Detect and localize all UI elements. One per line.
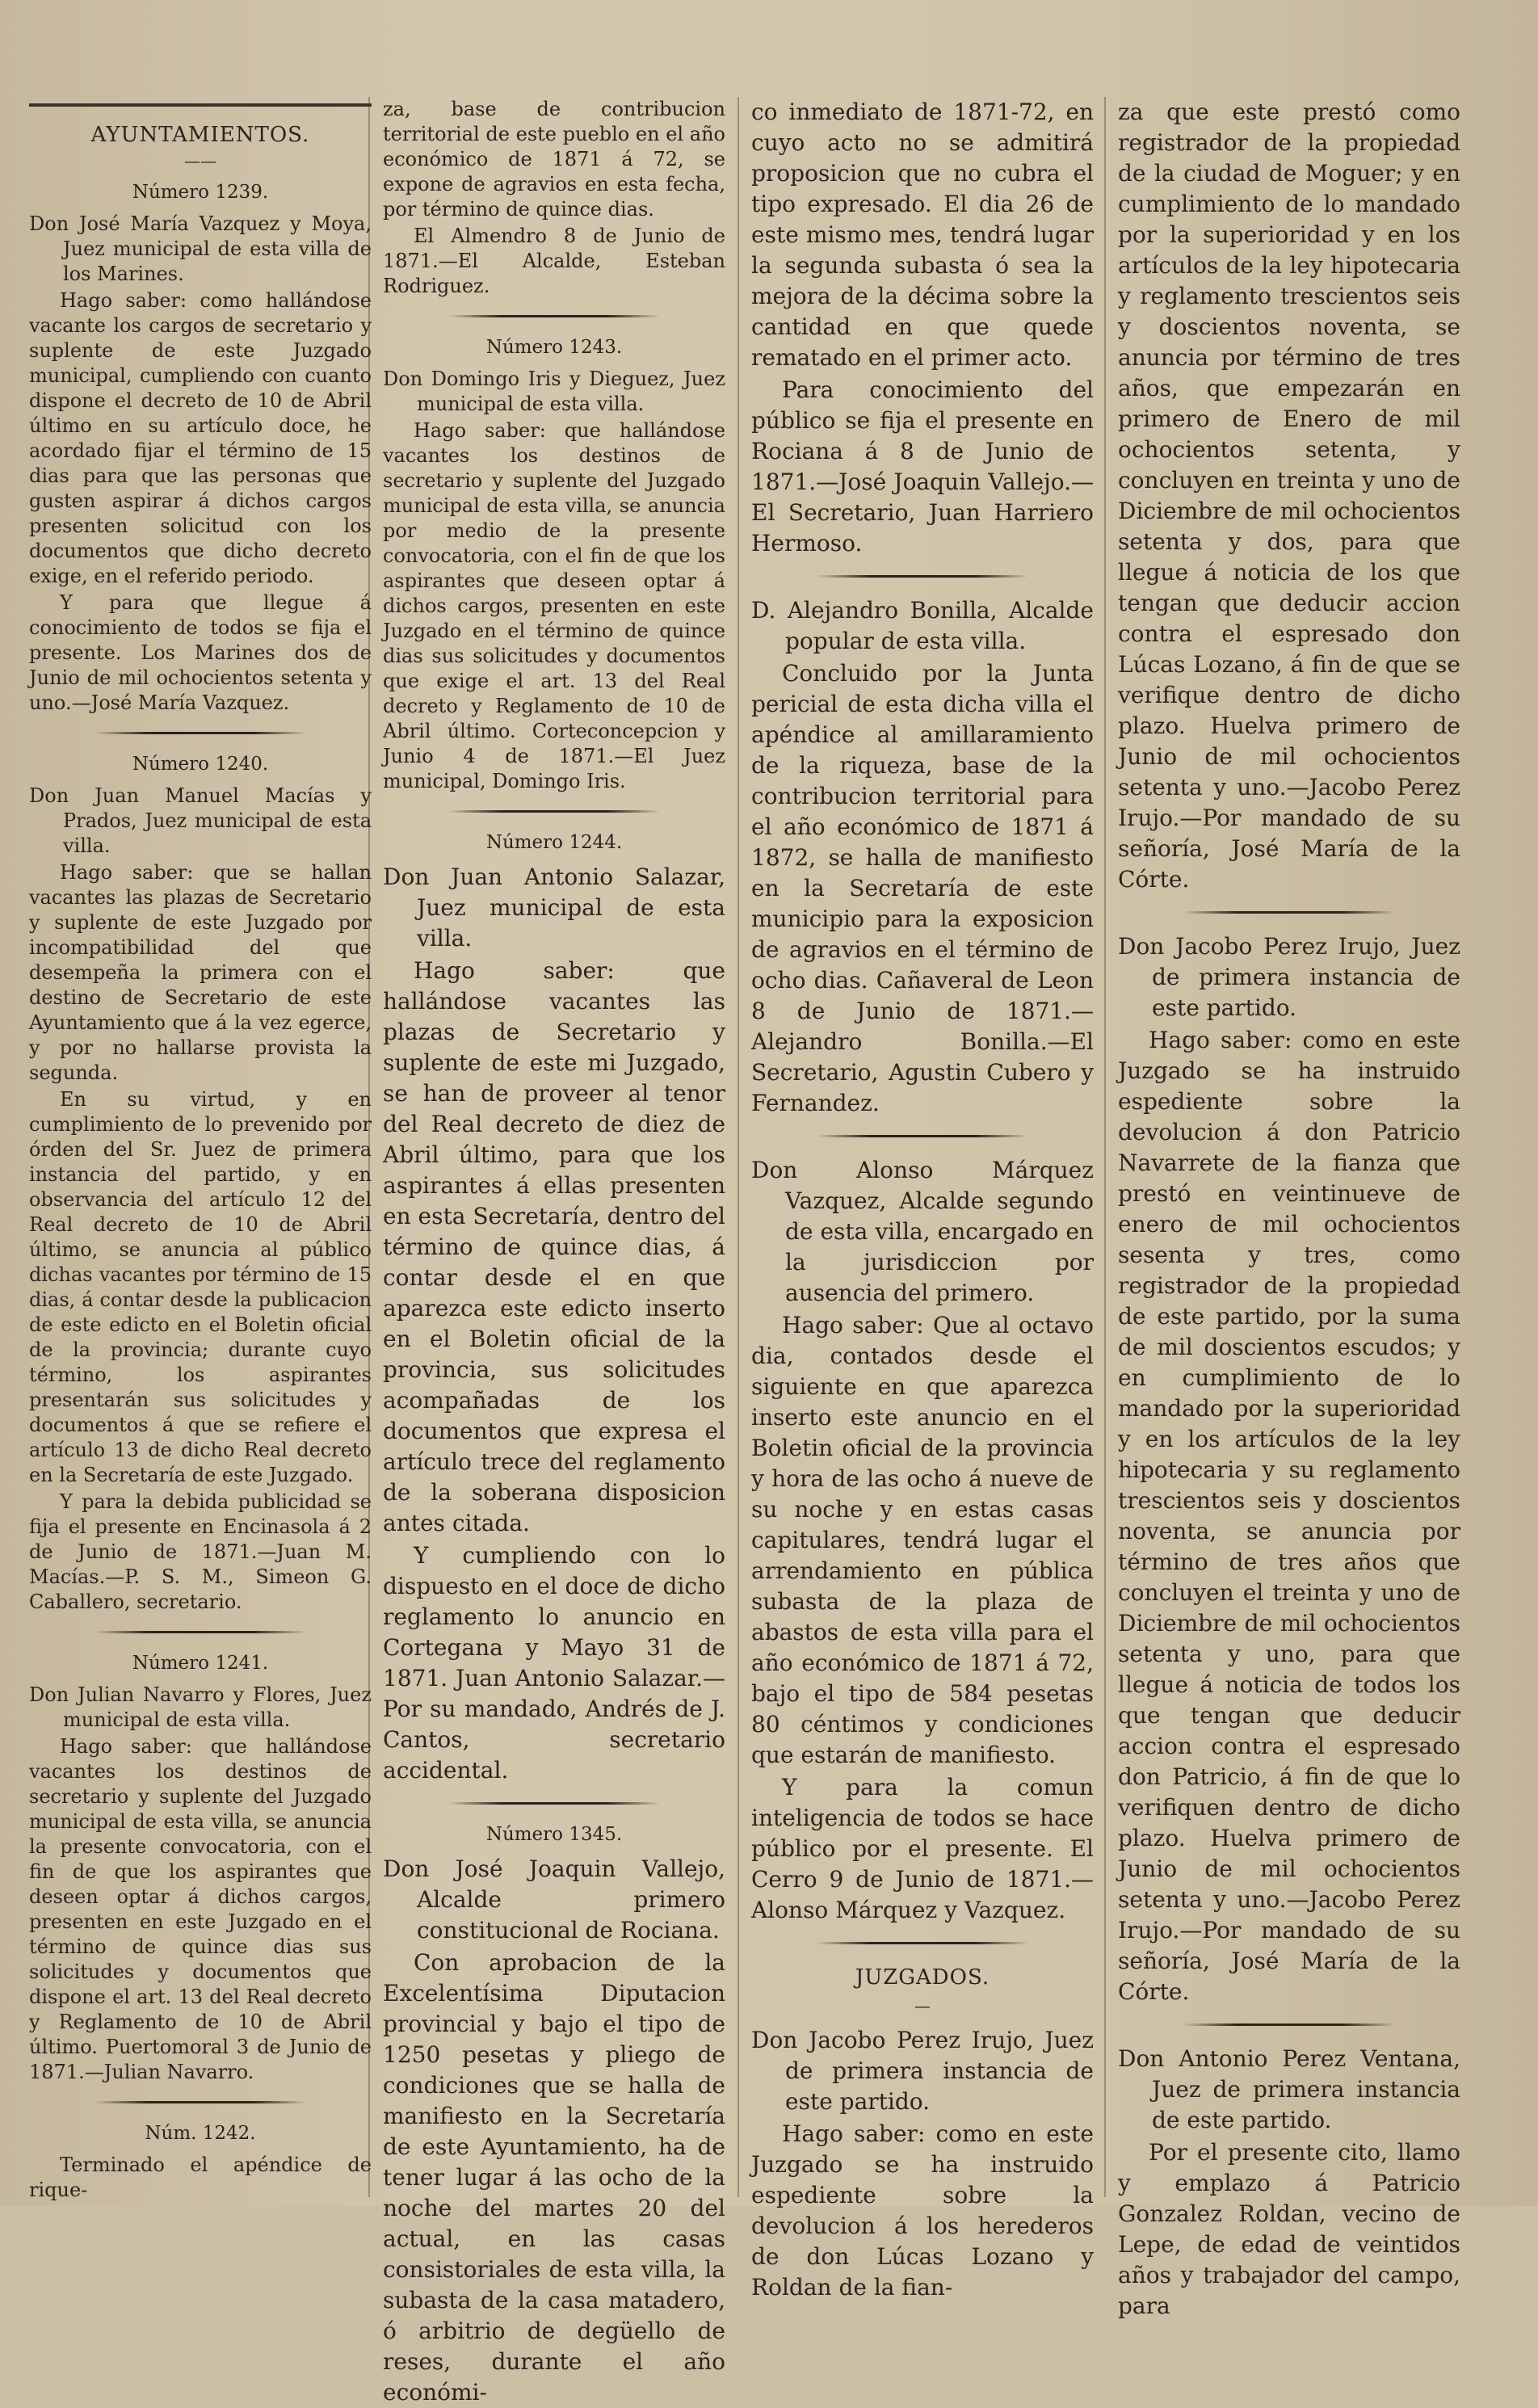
notice-body: Hago saber: como hallándose vacante los cargos de secretario y suplente de este Juzgado municipal, cumpliendo con cuanto dispone el decreto de 10 de Abril último en su artículo doce, he acordado fijar el término de 15 dias para que las personas que gusten aspirar á dichos cargos presenten solicitud con los documentos que dicho decreto exige, en el referido periodo. bbox=[29, 289, 372, 587]
notice-body: Terminado el apéndice de rique- bbox=[29, 2154, 372, 2201]
notice-heading: Don Juan Manuel Macías y Prados, Juez municipal de esta villa. bbox=[29, 784, 372, 857]
notice-number: Número 1239. bbox=[132, 182, 269, 203]
notice-heading: Don Alonso Márquez Vazquez, Alcalde segundo de esta villa, encargado en la jurisdiccion por ausencia del primero. bbox=[751, 1157, 1094, 1306]
notice-heading: Don Antonio Perez Ventana, Juez de primera instancia de este partido. bbox=[1118, 2045, 1460, 2133]
notice-heading: Don José María Vazquez y Moya, Juez municipal de esta villa de los Marines. bbox=[29, 212, 372, 285]
divider bbox=[817, 575, 1029, 578]
notice-heading: Don Domingo Iris y Dieguez, Juez municipal de esta villa. bbox=[383, 368, 725, 415]
notice-heading: D. Alejandro Bonilla, Alcalde popular de esta villa. bbox=[751, 597, 1094, 654]
notice-1242-continued bbox=[383, 97, 725, 299]
divider bbox=[1183, 2023, 1396, 2026]
notice-body: Hago saber: como en este Juzgado se ha instruido espediente sobre la devolucion á don Patricio Navarrete de la fianza que prestó en veintinueve de enero de mil ochocientos sesenta y tres, como registrador de la propiedad de este partido, por la suma de mil doscientos escudos; y en cumplimiento de lo mandado por la superioridad y en los artículos de la ley hipotecaria y su reglamento trescientos seis y doscientos noventa, se anuncia por término de tres años que concluyen el treinta y uno de Diciembre de mil ochocientos setenta y uno, para que llegue á noticia de todos los que tengan que deducir accion contra el espresado don Patricio, á fin de que lo verifiquen dentro de dicho plazo. Huelva primero de Junio de mil ochocientos setenta y uno.—Jacobo Perez Irujo.—Por mandado de su señoría, José María de la Córte. bbox=[1118, 1027, 1460, 2005]
notice-body: za, base de contribucion territorial de este pueblo en el año económico de 1871 á 72, se expone de agravios en esta fecha, por término de quince dias. bbox=[383, 98, 725, 221]
notice-body: Concluido por la Junta pericial de esta dicha villa el apéndice al amillaramiento de la riqueza, base de la contribucion territorial para el año económico de 1871 á 1872, se halla de manifiesto en la Secretaría de este municipio para la exposicion de agravios en el término de ocho dias. Cañaveral de Leon 8 de Junio de 1871.—Alejandro Bonilla.—El Secretario, Agustin Cubero y Fernandez. bbox=[751, 660, 1094, 1116]
notice-1345-continued bbox=[751, 97, 1094, 559]
notice-body: Hago saber: que hallándose vacantes los destinos de secretario y suplente del Juzgado municipal de esta villa, se anuncia por medio de la presente convocatoria, con el fin de que los aspirantes que deseen optar á dichos cargos, presenten en este Juzgado en el término de quince dias sus solicitudes y documentos que exige el art. 13 del Real decreto y Reglamento de 10 de Abril último. Corteconcepcion y Junio 4 de 1871.—El Juez municipal, Domingo Iris. bbox=[383, 419, 725, 792]
column-3 bbox=[751, 97, 1094, 2301]
notice-heading: Don Jacobo Perez Irujo, Juez de primera instancia de este partido. bbox=[751, 2027, 1094, 2115]
notice-body: Hago saber: que hallándose vacantes las plazas de Secretario y suplente de este mi Juzgado, se han de proveer al tenor del Real decreto de diez de Abril último, para que los aspirantes á ellas presenten en esta Secretaría, dentro del término de quince dias, á contar desde el en que aparezca este edicto inserto en el Boletin oficial de la provincia, sus solicitudes acompañadas de los documentos que expresa el artículo trece del reglamento de la soberana disposicion antes citada. bbox=[383, 957, 725, 1536]
notice-body: Hago saber: Que al octavo dia, contados desde el siguiente en que aparezca inserto este anuncio en el Boletin oficial de la provincia y hora de las ocho á nueve de su noche y en estas casas capitulares, tendrá lugar el arrendamiento en pública subasta de la plaza de abastos de esta villa para el año económico de 1871 á 72, bajo el tipo de 584 pesetas 80 céntimos y condiciones que estarán de manifiesto. bbox=[751, 1312, 1094, 1768]
divider bbox=[95, 732, 307, 734]
top-rule bbox=[29, 103, 372, 107]
divider bbox=[448, 1802, 661, 1805]
column-1 bbox=[29, 97, 372, 2201]
notice-marquez bbox=[751, 1155, 1094, 1926]
notice-body: Por el presente cito, llamo y emplazo á Patricio Gonzalez Roldan, vecino de Lepe, de edad de veintidos años y trabajador del campo, para bbox=[1118, 2139, 1460, 2319]
notice-signature: Y cumpliendo con lo dispuesto en el doce de dicho reglamento lo anuncio en Cortegana y Mayo 31 de 1871. Juan Antonio Salazar.—Por su mandado, Andrés de J. Cantos, secretario accidental. bbox=[383, 1542, 725, 1784]
notice-1243 bbox=[383, 335, 725, 794]
divider bbox=[448, 315, 661, 317]
divider bbox=[817, 1135, 1029, 1137]
section-title-ayuntamientos: AYUNTAMIENTOS. bbox=[90, 123, 310, 147]
notice-body: Con aprobacion de la Excelentísima Diputacion provincial y bajo el tipo de 1250 pesetas y pliego de condiciones que se halla de manifiesto en la Secretaría de este Ayuntamiento, ha de tener lugar á las ocho de la noche del martes 20 del actual, en las casas consistoriales de esta villa, la subasta de la casa matadero, ó arbitrio de degüello de reses, durante el año económi- bbox=[383, 1949, 725, 2406]
notice-body-2: En su virtud, y en cumplimiento de lo prevenido por órden del Sr. Juez de primera instancia del partido, y en observancia del artículo 12 del Real decreto de 10 de Abril último, se anuncia al público dichas vacantes por término de 15 dias, á contar desde la publicacion de este edicto en el Boletin oficial de la provincia; durante cuyo término, los aspirantes presentarán sus solicitudes y documentos á que se refiere el artículo 13 de dicho Real decreto en la Secretaría de este Juzgado. bbox=[29, 1088, 372, 1486]
notice-body: Hago saber: como en este Juzgado se ha instruido espediente sobre la devolucion á los herederos de don Lúcas Lozano y Roldan de la fian- bbox=[751, 2120, 1094, 2301]
notice-body: za que este prestó como registrador de la propiedad de la ciudad de Moguer; y en cumplimiento de lo mandado por la superioridad y en los artículos de la ley hipotecaria y reglamento trescientos seis y doscientos noventa, se anuncia por término de tres años, que empezarán en primero de Enero de mil ochocientos setenta, y concluyen en treinta y uno de Diciembre de mil ochocientos setenta y dos, para que llegue á noticia de los que tengan que deducir accion contra el espresado don Lúcas Lozano, á fin de que se verifique dentro de dicho plazo. Huelva primero de Junio de mil ochocientos setenta y uno.—Jacobo Perez Irujo.—Por mandado de su señoría, José María de la Córte. bbox=[1118, 99, 1460, 893]
section-dash: — bbox=[914, 1996, 931, 2015]
notice-1345 bbox=[383, 1822, 725, 2408]
notice-number: Número 1243. bbox=[485, 337, 623, 358]
column-rule bbox=[1104, 97, 1106, 2197]
notice-1241 bbox=[29, 1651, 372, 2085]
notice-heading: Don Juan Antonio Salazar, Juez municipal de esta villa. bbox=[383, 864, 725, 952]
notice-1244 bbox=[383, 830, 725, 1786]
notice-heading: Don Jacobo Perez Irujo, Juez de primera instancia de este partido. bbox=[1118, 933, 1460, 1021]
notice-signature: Y para la comun inteligencia de todos se hace público por el presente. El Cerro 9 de Junio de 1871.—Alonso Márquez y Vazquez. bbox=[751, 1774, 1094, 1923]
notice-number: Número 1240. bbox=[132, 754, 269, 775]
section-dash: —— bbox=[184, 151, 216, 170]
notice-number: Número 1244. bbox=[485, 832, 623, 853]
notice-signature: Y para que llegue á conocimiento de todos se fija el presente. Los Marines dos de Junio de mil ochocientos setenta y uno.—José María Vazquez. bbox=[29, 591, 372, 714]
column-rule bbox=[737, 97, 739, 2197]
notice-irujo-navarrete bbox=[1118, 931, 1460, 2007]
notice-number: Núm. 1242. bbox=[145, 2123, 256, 2144]
divider bbox=[1183, 911, 1396, 914]
notice-body: co inmediato de 1871-72, en cuyo acto no se admitirá proposicion que no cubra el tipo expresado. El dia 26 de este mismo mes, tendrá lugar la segunda subasta ó sea la mejora de la décima sobre la cantidad en que quede rematado en el primer acto. bbox=[751, 99, 1094, 371]
notice-1239 bbox=[29, 180, 372, 716]
section-title-juzgados: JUZGADOS. bbox=[855, 1965, 990, 1990]
notice-number: Número 1345. bbox=[485, 1824, 623, 1845]
notice-number: Número 1241. bbox=[132, 1653, 269, 1674]
notice-bonilla bbox=[751, 595, 1094, 1119]
divider bbox=[448, 810, 661, 813]
divider bbox=[817, 1942, 1029, 1944]
notice-heading: Don Julian Navarro y Flores, Juez municipal de esta villa. bbox=[29, 1683, 372, 1731]
notice-signature: Y para la debida publicidad se fija el presente en Encinasola á 2 de Junio de 1871.—Juan M. Macías.—P. S. M., Simeon G. Caballero, secretario. bbox=[29, 1490, 372, 1613]
divider bbox=[95, 2101, 307, 2103]
column-4 bbox=[1118, 97, 1460, 2319]
notice-irujo-lozano-continued bbox=[1118, 97, 1460, 895]
notice-1242 bbox=[29, 2121, 372, 2203]
notice-ventana bbox=[1118, 2044, 1460, 2322]
notice-irujo-lozano bbox=[751, 2025, 1094, 2303]
notice-signature: El Almendro 8 de Junio de 1871.—El Alcalde, Esteban Rodriguez. bbox=[383, 225, 725, 297]
notice-body: Hago saber: que hallándose vacantes los destinos de secretario y suplente del Juzgado municipal de esta villa, se anuncia la presente convocatoria, con el fin de que los aspirantes que deseen optar á dichos cargos, presenten en este Juzgado en el término de quince dias sus solicitudes y documentos que dispone el art. 13 del Real decreto y Reglamento de 10 de Abril último. Puertomoral 3 de Junio de 1871.—Julian Navarro. bbox=[29, 1735, 372, 2083]
column-2 bbox=[383, 97, 725, 2406]
notice-body: Hago saber: que se hallan vacantes las plazas de Secretario y suplente de este Juzgado por incompatibilidad del que desempeña la primera con el destino de Secretario de este Ayuntamiento que á la vez egerce, y por no hallarse provista la segunda. bbox=[29, 861, 372, 1084]
notice-signature: Para conocimiento del público se fija el presente en Rociana á 8 de Junio de 1871.—José Joaquin Vallejo.—El Secretario, Juan Harriero Hermoso. bbox=[751, 376, 1094, 557]
notice-heading: Don José Joaquin Vallejo, Alcalde primero constitucional de Rociana. bbox=[383, 1855, 725, 1944]
notice-1240 bbox=[29, 752, 372, 1615]
divider bbox=[95, 1631, 307, 1633]
